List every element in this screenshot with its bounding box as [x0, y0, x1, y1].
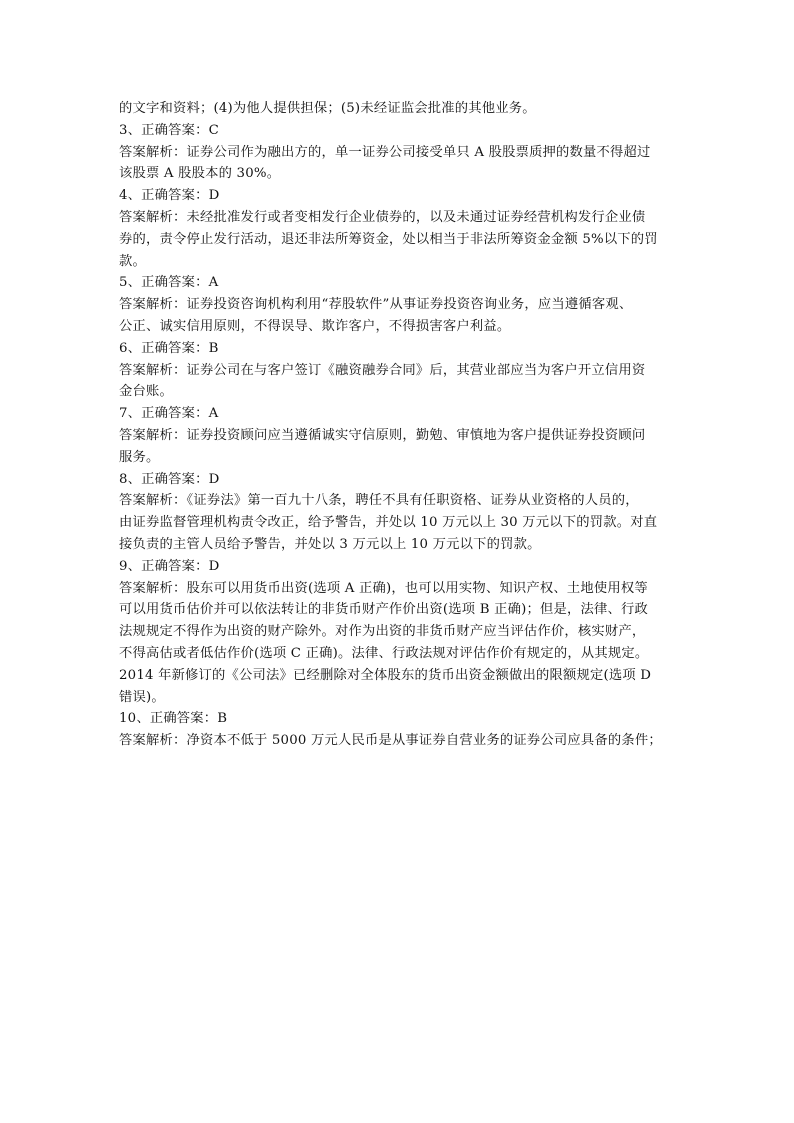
text-line: 错误)。: [119, 689, 165, 705]
text-line: 由证券监督管理机构责令改正，给予警告，并处以 10 万元以上 30 万元以下的罚款。对直: [119, 515, 658, 531]
document-body: [119, 98, 679, 752]
text-line: 答案解析：《证券法》第一百九十八条，聘任不具有任职资格、证券从业资格的人员的，: [119, 493, 639, 509]
answer-heading-6: 6、正确答案：B: [119, 340, 219, 356]
text-line: 法规规定不得作为出资的财产除外。对作为出资的非货币财产应当评估作价，核实财产，: [119, 624, 646, 640]
text-line: 答案解析：证券公司作为融出方的，单一证券公司接受单只 A 股股票质押的数量不得超过: [119, 144, 651, 160]
text-line: 公正、诚实信用原则，不得误导、欺诈客户，不得损害客户利益。: [119, 318, 511, 334]
answer-heading-4: 4、正确答案：D: [119, 188, 220, 204]
text-line: 答案解析：证券投资顾问应当遵循诚实守信原则，勤勉、审慎地为客户提供证券投资顾问: [119, 427, 646, 443]
text-line: 可以用货币估价并可以依法转让的非货币财产作价出资(选项 B 正确)；但是，法律、行政: [119, 602, 648, 618]
text-line: 2014 年新修订的《公司法》已经删除对全体股东的货币出资金额做出的限额规定(选项 D: [119, 667, 652, 683]
answer-heading-8: 8、正确答案：D: [119, 471, 220, 487]
text-line: 接负责的主管人员给予警告，并处以 3 万元以上 10 万元以下的罚款。: [119, 536, 541, 552]
text-line: 该股票 A 股股本的 30%。: [119, 166, 281, 182]
answer-heading-10: 10、正确答案：B: [119, 711, 228, 727]
text-line: 答案解析：证券投资咨询机构利用“荐股软件”从事证券投资咨询业务，应当遵循客观、: [119, 297, 633, 313]
text-line: 款。: [119, 253, 146, 269]
answer-heading-3: 3、正确答案：C: [119, 122, 220, 138]
text-line: 不得高估或者低估作价(选项 C 正确)。法律、行政法规对评估作价有规定的，从其规定。: [119, 645, 649, 661]
text-line: 答案解析：净资本不低于 5000 万元人民币是从事证券自营业务的证券公司应具备的条件；: [119, 733, 662, 749]
text-line: 答案解析：证券公司在与客户签订《融资融券合同》后，其营业部应当为客户开立信用资: [119, 362, 646, 378]
text-line: 金台账。: [119, 384, 173, 400]
answer-heading-9: 9、正确答案：D: [119, 558, 220, 574]
answer-heading-7: 7、正确答案：A: [119, 406, 219, 422]
text-line: 答案解析：股东可以用货币出资(选项 A 正确)，也可以用实物、知识产权、土地使用权等: [119, 580, 648, 596]
text-line: 券的，责令停止发行活动，退还非法所筹资金，处以相当于非法所筹资金金额 5%以下的罚: [119, 231, 658, 247]
text-line: 答案解析：未经批准发行或者变相发行企业债券的，以及未通过证券经营机构发行企业债: [119, 209, 646, 225]
text-line: 服务。: [119, 449, 160, 465]
answer-heading-5: 5、正确答案：A: [119, 275, 219, 291]
text-line: 的文字和资料；(4)为他人提供担保；(5)未经证监会批准的其他业务。: [119, 101, 536, 116]
